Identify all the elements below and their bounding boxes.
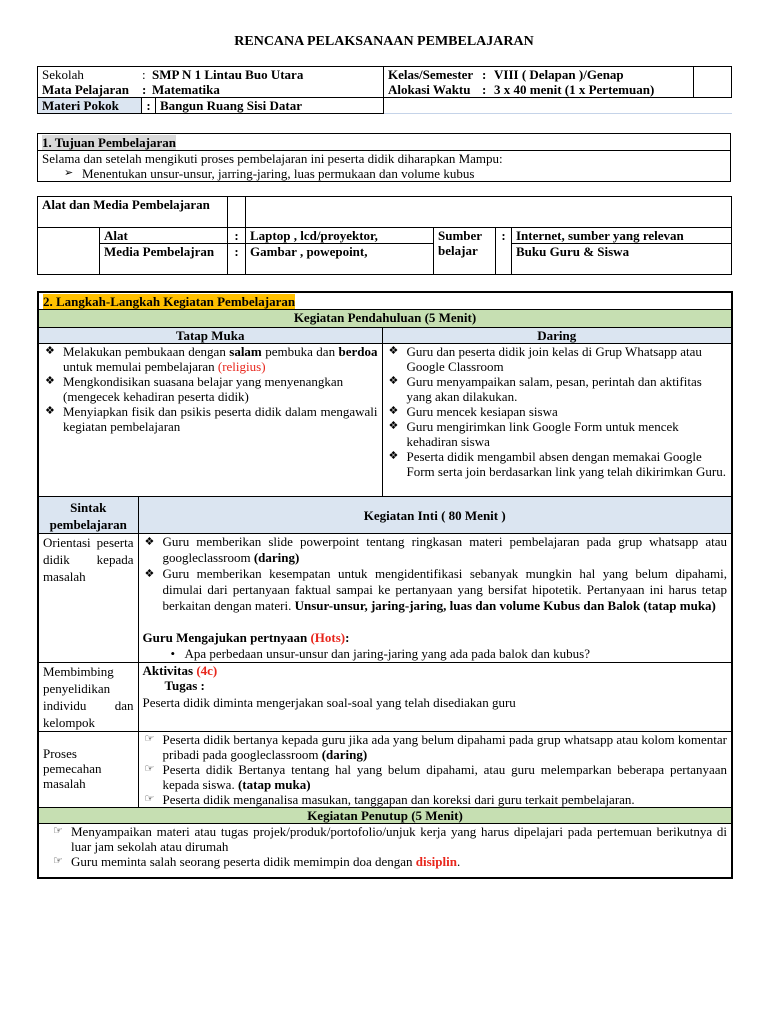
kelas-label: Kelas/Semester [388,67,474,82]
alokasi-label: Alokasi Waktu [388,82,471,97]
tujuan-table [37,133,731,182]
sumber-value-2: Buku Guru & Siswa [512,244,732,275]
list-item: ❖ Guru mengirimkan link Google Form untuk mencek kehadiran siswa [387,419,728,449]
tujuan-intro: Selama dan setelah mengikuti proses pembelajaran ini peserta didik diharapkan Mampu: [42,151,503,166]
document-title: RENCANA PELAKSANAAN PEMBELAJARAN [234,34,534,49]
pendahuluan-header: Kegiatan Pendahuluan (5 Menit) [38,310,732,328]
list-item: ❖ Menyiapkan fisik dan psikis peserta didik dalam mengawali kegiatan pembelajaran [43,404,378,434]
langkah-heading: 2. Langkah-Langkah Kegiatan Pembelajaran [43,294,296,309]
tujuan-item: ➢ Menentukan unsur-unsur, jarring-jaring, luas permukaan dan volume kubus [62,166,726,181]
list-item: ☞ Guru meminta salah seorang peserta didik memimpin doa dengan disiplin. [51,854,727,869]
langkah-table: 2. Langkah-Langkah Kegiatan Pembelajaran Kegiatan Pendahuluan (5 Menit) Tatap Muka Daring ❖ Melakukan pembukaan dengan salam pembuka dan berdoa untuk memulai pembelajaran (religius) ❖ Mengkondisikan suasana belajar yang menyenangkan (mengecek kehadiran peserta didik) ❖ Menyiapkan fisik dan psikis peserta didik dalam mengawali kegiatan pembelajaran ❖ Guru dan peserta didik join kelas di Grup Whatsapp atau Google Classroom ❖ Guru menyampaikan salam, pesan, perintah dan aktifitas yang akan dilakukan. ❖ Guru mencek kesiapan siswa ❖ Guru mengirimkan link Google Form untuk mencek kehadiran siswa ❖ Peserta didik mengambil absen dengan memakai Google Form serta join berdasarkan link yang telah dikirimkan Guru. Sintak pembelajaran Kegiatan Inti ( 80 Menit ) Orientasi peserta didik kepada masalah ❖ Guru memberikan slide powerpoint tentang ringkasan materi pembelajaran pada grup whatsapp atau googleclassroom (daring) ❖ Guru memberikan kesempatan untuk mengidentifikasi sebanyak mungkin hal yang belum dipahami, dimulai dari pertanyaan faktual sampai ke pertanyaan yang bersifat hipotetik. Pertanyaan ini harus tetap berkaitan dengan materi. Unsur-unsur, jaring-jaring, luas dan volume Kubus dan Balok (tatap muka) Guru Mengajukan pertnyaan (Hots): • Apa perbedaan unsur-unsur dan jaring-jaring yang ada pada balok dan kubus? Membimbing penyelidikan individu dan kelompok Aktivitas (4c) Tugas : Peserta didik diminta mengerjakan soal-soal yang telah disediakan guru Proses pemecahan masalah ☞ Peserta didik bertanya kepada guru jika ada yang belum dipahami pada grup whatsapp atau kolom komentar pribadi pada googleclassroom (daring) ☞ Peserta didik Bertanya tentang hal yang belum dipahami, atau guru melemparkan beberapa pertanyaan kepada siswa. (tatap muka) ☞ Peserta didik menganalisa masukan, tanggapan dan koreksi dari guru terkait pembelajaran. Kegiatan Penutup (5 Menit) ☞ Menyampaikan materi atau tugas projek/produk/portofolio/unjuk kerja yang harus dipelajari pada pertemuan berikutnya di luar jam sekolah atau dirumah ☞ Guru meminta salah seorang peserta didik memimpin doa dengan disiplin. [37,291,733,879]
list-item: ❖ Melakukan pembukaan dengan salam pembuka dan berdoa untuk memulai pembelajaran (religius) [43,344,378,374]
materi-value: Bangun Ruang Sisi Datar [156,98,384,114]
tugas-text: Peserta didik diminta mengerjakan soal-soal yang telah disediakan guru [142,695,516,710]
list-item: ❖ Guru memberikan slide powerpoint tentang ringkasan materi pembelajaran pada grup whatsapp atau googleclassroom (daring) [143,534,728,566]
materi-row: Materi Pokok : Bangun Ruang Sisi Datar [38,98,732,114]
sumber-label: Sumber belajar [434,228,496,275]
list-item: ❖ Guru menyampaikan salam, pesan, perintah dan aktifitas yang akan dilakukan. [387,374,728,404]
tujuan-heading: 1. Tujuan Pembelajaran [42,135,176,150]
media-heading: Alat dan Media Pembelajaran [38,197,228,228]
list-item: ❖ Guru memberikan kesempatan untuk mengidentifikasi sebanyak mungkin hal yang belum dipahami, dimulai dari pertanyaan faktual sampai ke pertanyaan yang bersifat hipotetik. Pertanyaan ini harus tetap berkaitan dengan materi. Unsur-unsur, jaring-jaring, luas dan volume Kubus dan Balok (tatap muka) [143,566,728,614]
mapel-label: Mata Pelajaran [42,82,130,97]
alokasi-value: 3 x 40 menit (1 x Pertemuan) [494,82,655,97]
daring-list [387,344,728,479]
info-row: Sekolah : SMP N 1 Lintau Buo Utara Mata Pelajaran : Matematika Kelas/Semester : VIII ( Delapan )/Genap Alokasi Waktu : 3 x 40 menit (1 x Pertemuan) [38,67,732,98]
sintak-membimbing: Membimbing penyelidikan individu dan kelompok [38,663,138,732]
hots-question: • Apa perbedaan unsur-unsur dan jaring-jaring yang ada pada balok dan kubus? [165,646,728,662]
list-item: ☞ Peserta didik menganalisa masukan, tanggapan dan koreksi dari guru terkait pembelajaran. [143,792,728,807]
sintak-proses: Proses pemecahan masalah [38,732,138,808]
alat-label: Alat [100,228,228,244]
tatap-muka-header: Tatap Muka [38,328,382,344]
inti-header: Kegiatan Inti ( 80 Menit ) [138,497,732,534]
list-item: ❖ Guru dan peserta didik join kelas di Grup Whatsapp atau Google Classroom [387,344,728,374]
media-label: Media Pembelajran [100,244,228,275]
sintak-header: Sintak pembelajaran [38,497,138,534]
list-item: ☞ Menyampaikan materi atau tugas projek/produk/portofolio/unjuk kerja yang harus dipelajari pada pertemuan berikutnya di luar jam sekolah atau dirumah [51,824,727,854]
list-item: ❖ Mengkondisikan suasana belajar yang menyenangkan (mengecek kehadiran peserta didik) [43,374,378,404]
sekolah-value: SMP N 1 Lintau Buo Utara [152,67,304,82]
tugas-label: Tugas : [164,678,205,693]
sintak-orientasi: Orientasi peserta didik kepada masalah [38,534,138,663]
daring-header: Daring [382,328,732,344]
list-item: ☞ Peserta didik bertanya kepada guru jika ada yang belum dipahami pada grup whatsapp atau kolom komentar pribadi pada googleclassroom (daring) [143,732,728,762]
list-item: ☞ Peserta didik Bertanya tentang hal yang belum dipahami, atau guru melemparkan beberapa pertanyaan kepada siswa. (tatap muka) [143,762,728,792]
alat-value: Laptop , lcd/proyektor, [246,228,434,244]
materi-label: Materi Pokok [38,98,142,114]
sekolah-label: Sekolah [42,67,84,82]
tatap-muka-list [43,344,378,434]
kelas-value: VIII ( Delapan )/Genap [494,67,624,82]
info-table [37,66,732,114]
hots-label: Guru Mengajukan pertnyaan (Hots): [142,630,350,645]
sumber-value-1: Internet, sumber yang relevan [512,228,732,244]
media-value: Gambar , powepoint, [246,244,434,275]
media-table: Alat dan Media Pembelajaran Alat : Laptop , lcd/proyektor, Sumber belajar : Internet, sumber yang relevan Media Pembelajran : Gambar , powepoint, Buku Guru & Siswa [37,196,732,275]
list-item: ❖ Peserta didik mengambil absen dengan memakai Google Form serta join berdasarkan link yang telah dikirimkan Guru. [387,449,728,479]
mapel-value: Matematika [152,82,220,97]
penutup-header: Kegiatan Penutup (5 Menit) [38,808,732,824]
list-item: ❖ Guru mencek kesiapan siswa [387,404,728,419]
